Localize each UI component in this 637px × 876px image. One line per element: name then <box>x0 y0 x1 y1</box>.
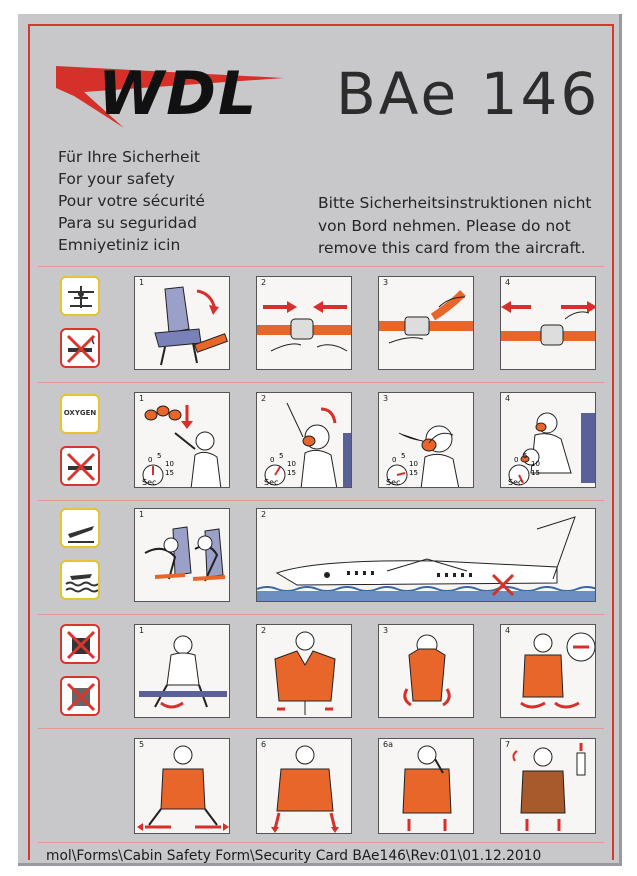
oxygen-step-panel <box>500 392 596 488</box>
step-number: 1 <box>139 510 145 519</box>
seat-back-upright-illustration <box>135 277 230 370</box>
frame-line-right <box>612 24 614 860</box>
aircraft-ditching-illustration <box>257 509 596 602</box>
divider <box>38 842 604 843</box>
safety-title-es: Para su seguridad <box>58 214 197 232</box>
life-vest-step-panel <box>256 738 352 834</box>
step-number: 4 <box>505 626 511 635</box>
step-number: 1 <box>139 394 145 403</box>
brace-position-panel <box>134 508 230 602</box>
fasten-belt-illustration <box>257 277 352 370</box>
step-number: 2 <box>261 510 267 519</box>
timer-tick: 0 <box>148 456 153 464</box>
timer-tick: 15 <box>165 469 174 477</box>
release-belt-illustration <box>501 277 596 370</box>
emergency-landing-icon <box>60 508 100 548</box>
brace-position-illustration <box>135 509 230 602</box>
divider <box>38 382 604 383</box>
seatbelt-step-panel <box>378 276 474 370</box>
vest-over-head-illustration <box>379 625 474 718</box>
life-vest-step-panel <box>256 624 352 718</box>
step-number: 6 <box>261 740 267 749</box>
aircraft-title: BAe 146 <box>336 60 601 128</box>
removal-notice <box>318 192 592 260</box>
safety-title-de: Für Ihre Sicherheit <box>58 148 200 166</box>
oxygen-sign-icon <box>60 394 100 434</box>
safety-title-en: For your safety <box>58 170 175 188</box>
form-reference-footer: mol\Forms\Cabin Safety Form\Security Card BAe146\Rev:01\01.12.2010 <box>46 848 542 864</box>
oxygen-step-panel <box>256 392 352 488</box>
step-number: 5 <box>139 740 145 749</box>
timer-tick: 10 <box>409 460 418 468</box>
timer-tick: 5 <box>279 452 284 460</box>
life-vest-step-panel <box>134 738 230 834</box>
no-inflation-in-cabin-icon <box>60 676 100 716</box>
step-number: 6a <box>383 740 393 749</box>
put-on-vest-illustration <box>257 625 352 718</box>
timer-tick: 5 <box>401 452 406 460</box>
do-not-inflate-inside-icon <box>60 624 100 664</box>
step-number: 3 <box>383 626 389 635</box>
wdl-logo <box>54 48 294 134</box>
notice-line-3: remove this card from the aircraft. <box>318 239 586 257</box>
life-vest-step-panel <box>500 624 596 718</box>
ditching-panel <box>256 508 596 602</box>
seatbelt-step-panel <box>500 276 596 370</box>
divider <box>38 614 604 615</box>
seatbelt-step-panel <box>256 276 352 370</box>
fasten-vest-straps-illustration <box>501 625 596 718</box>
seatbelt-step-panel <box>134 276 230 370</box>
frame-line-left <box>28 24 30 860</box>
seatbelt-sign-icon <box>60 276 100 316</box>
step-number: 4 <box>505 394 511 403</box>
timer-tick: 15 <box>287 469 296 477</box>
timer-tick: 15 <box>409 469 418 477</box>
step-number: 2 <box>261 626 267 635</box>
timer-tick: 0 <box>514 456 519 464</box>
timer-tick: 5 <box>157 452 162 460</box>
step-number: 2 <box>261 278 267 287</box>
safety-title-fr: Pour votre sécurité <box>58 192 205 210</box>
no-smoking-icon <box>60 328 100 368</box>
divider <box>38 500 604 501</box>
life-vest-step-panel <box>500 738 596 834</box>
light-and-whistle-illustration <box>501 739 596 834</box>
frame-line-top <box>28 24 614 26</box>
no-smoking-icon <box>60 446 100 486</box>
step-number: 3 <box>383 278 389 287</box>
notice-line-2: von Bord nehmen. Please do not <box>318 216 571 235</box>
timer-tick: 0 <box>392 456 397 464</box>
safety-card <box>18 14 622 866</box>
safety-titles <box>58 146 205 256</box>
timer-tick: 15 <box>531 469 540 477</box>
divider <box>38 266 604 267</box>
notice-line-1: Bitte Sicherheitsinstruktionen nicht <box>318 194 592 212</box>
divider <box>38 728 604 729</box>
retrieve-vest-illustration <box>135 625 230 718</box>
timer-label: Sec <box>142 478 157 487</box>
step-number: 1 <box>139 278 145 287</box>
step-number: 4 <box>505 278 511 287</box>
safety-title-tr: Emniyetiniz icin <box>58 236 181 254</box>
step-number: 2 <box>261 394 267 403</box>
timer-label: Sec <box>508 478 523 487</box>
timer-tick: 0 <box>270 456 275 464</box>
oxygen-label: OXYGEN <box>63 409 97 417</box>
timer-label: Sec <box>386 478 401 487</box>
timer-tick: 5 <box>523 452 528 460</box>
inflate-by-mouth-illustration <box>379 739 474 834</box>
timer-tick: 10 <box>165 460 174 468</box>
logo-text: WDL <box>98 59 259 129</box>
oxygen-step-panel <box>378 392 474 488</box>
life-vest-step-panel <box>134 624 230 718</box>
step-number: 3 <box>383 394 389 403</box>
pull-tabs-illustration <box>257 739 352 834</box>
step-number: 1 <box>139 626 145 635</box>
timer-tick: 10 <box>287 460 296 468</box>
tighten-belt-illustration <box>379 277 474 370</box>
life-vest-step-panel <box>378 738 474 834</box>
timer-label: Sec <box>264 478 279 487</box>
step-number: 7 <box>505 740 511 749</box>
tighten-straps-illustration <box>135 739 230 834</box>
ditching-icon <box>60 560 100 600</box>
oxygen-step-panel <box>134 392 230 488</box>
timer-tick: 10 <box>531 460 540 468</box>
life-vest-step-panel <box>378 624 474 718</box>
